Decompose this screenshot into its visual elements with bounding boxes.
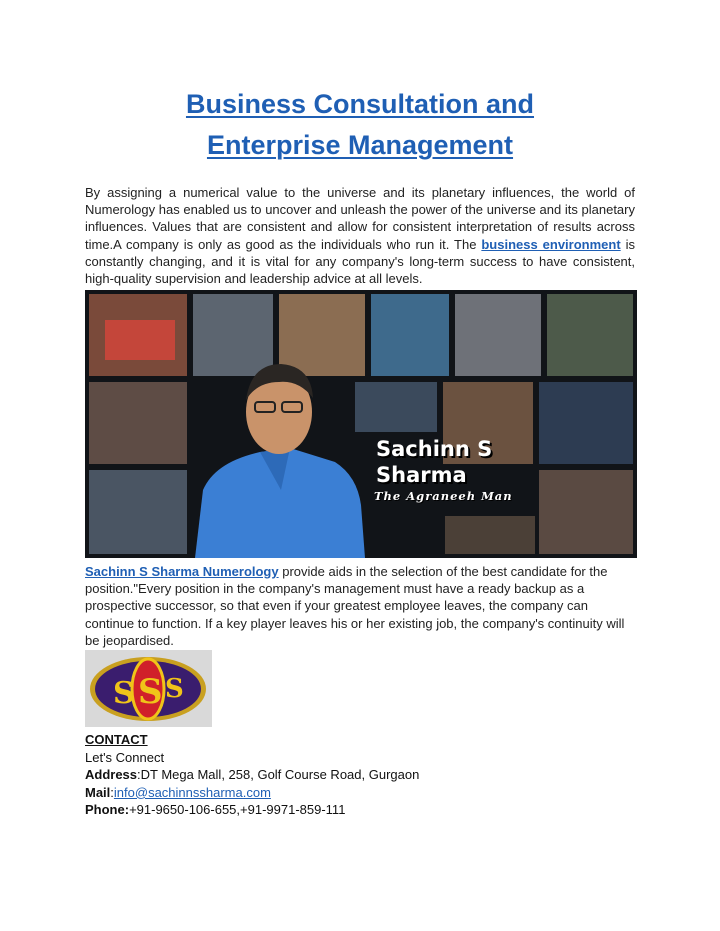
- logo-letter-right: S: [165, 674, 184, 704]
- photo-collage: [85, 290, 637, 558]
- sss-logo-graphic: [85, 650, 212, 727]
- contact-address: [85, 766, 635, 784]
- contact-phone: [85, 801, 635, 819]
- logo-letter-center: S: [138, 672, 163, 712]
- contact-section: [85, 731, 635, 819]
- phone-value: +91-9650-106-655,+91-9971-859-111: [129, 802, 346, 818]
- logo-letter-left: S: [113, 676, 135, 711]
- phone-label: Phone:: [85, 802, 130, 818]
- numerology-link[interactable]: Sachinn S Sharma Numerology: [85, 564, 279, 579]
- intro-paragraph: [85, 184, 635, 287]
- intro-text-1: By assigning a numerical value to the universe and its planetary influences, the world of Numerology has enabled us to uncover and unleash the power of the universe and its planetary influences. Values that are consistent and allow for consistent interpretation of results across time.A company is only as good as the individuals who run it. The: [85, 185, 635, 252]
- address-value: :DT Mega Mall, 258, Golf Course Road, Gurgaon: [137, 767, 420, 783]
- intro-text-2: is constantly changing, and it is vital for any company's long-term success to have consistent, high-quality supervision and leadership advice at all levels.: [85, 236, 635, 287]
- banner-name-line-1: Sachinn S: [376, 437, 493, 461]
- banner-name: [376, 436, 616, 488]
- banner-image: [85, 290, 637, 558]
- mail-link[interactable]: info@sachinnssharma.com: [113, 784, 271, 800]
- title-line-2: Enterprise Management: [206, 130, 514, 160]
- mail-label: Mail: [85, 784, 111, 800]
- banner-name-line-2: Sharma: [376, 463, 467, 487]
- numerology-text: provide aids in the selection of the best candidate for the position."Every position in the company's management must have a ready backup as a prospective successor, so that even if your greatest employee leaves, the company can continue to function. If a key player leaves his or her existing job, the company's continuity will be jeopardised.: [85, 564, 625, 648]
- contact-heading: CONTACT: [85, 732, 148, 747]
- address-label: Address: [85, 767, 138, 783]
- banner-tagline: The Agraneeh Man: [374, 489, 513, 503]
- page-title: [60, 84, 660, 166]
- numerology-paragraph: [85, 563, 635, 649]
- mail-separator: :: [110, 784, 114, 800]
- sss-logo: [85, 650, 212, 727]
- contact-tagline: Let's Connect: [85, 749, 165, 765]
- business-environment-link[interactable]: business environment: [481, 236, 621, 252]
- contact-mail: [85, 784, 635, 802]
- title-line-1: Business Consultation and: [185, 89, 535, 119]
